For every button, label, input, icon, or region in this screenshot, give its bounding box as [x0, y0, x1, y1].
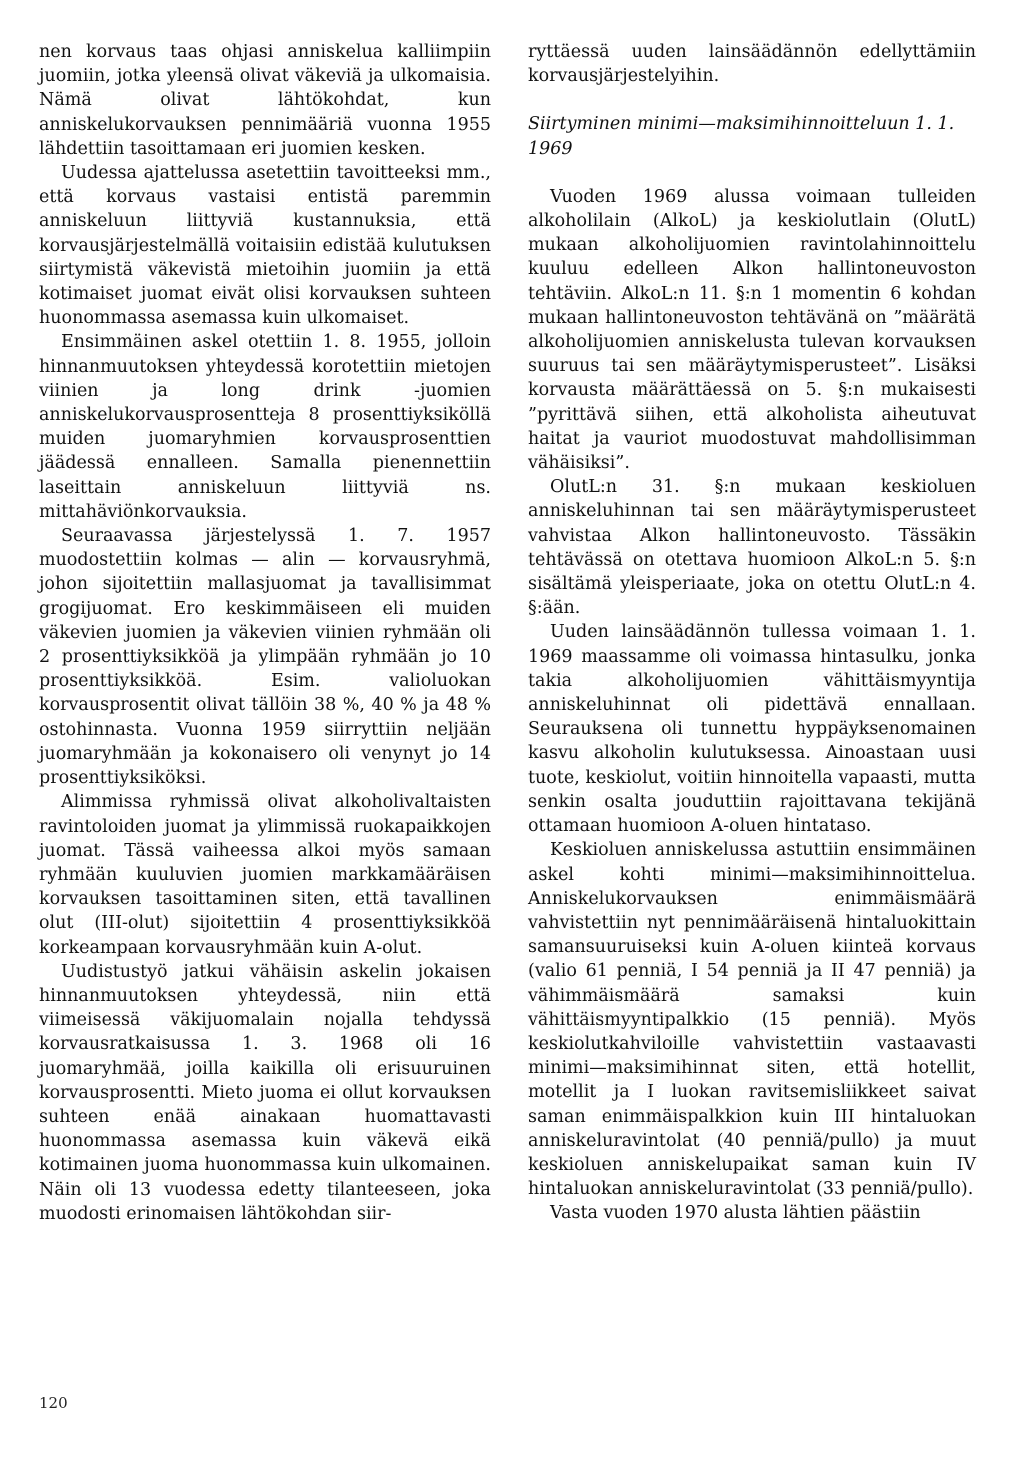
left-column [39, 40, 491, 1226]
paragraph: Uudessa ajattelussa asetettiin tavoitteeksi mm., että korvaus vastaisi entistä paremmin anniskeluun liittyviä kustannuksia, että korvausjärjestelmällä voitaisiin edistää kulutuksen siirtymistä väkevistä mietoihin juomiin ja että kotimaiset juomat eivät olisi korvauksen suhteen huonommassa asemassa kuin ulkomaiset. [39, 163, 491, 329]
paragraph: Ensimmäinen askel otettiin 1. 8. 1955, jolloin hinnanmuutoksen yhteydessä korotettiin mietojen viinien ja long drink -juomien anniskelukorvausprosentteja 8 prosenttiyksiköllä muiden juomaryhmien korvausprosenttien jäädessä ennalleen. Samalla pienennettiin laseittain anniskeluun liittyviä ns. mittahäviönkorvauksia. [39, 332, 491, 522]
right-column [528, 40, 976, 1226]
paragraph-continuation: ryttäessä uuden lainsäädännön edellyttämiin korvausjärjestelyihin. [528, 42, 976, 87]
paragraph: Uudistustyö jatkui vähäisin askelin jokaisen hinnanmuutoksen yhteydessä, niin että viimeisessä väkijuomalain nojalla tehdyssä korvausratkaisussa 1. 3. 1968 oli 16 juomaryhmää, joilla kaikilla oli erisuuruinen korvausprosentti. Mieto juoma ei ollut korvauksen suhteen enää ainakaan huomattavasti huonommassa asemassa kuin väkevä eikä kotimainen juoma huonommassa kuin ulkomainen. Näin oli 13 vuodessa edetty tilanteeseen, joka muodosti erinomaisen lähtökohdan siir- [39, 961, 491, 1224]
paragraph: Alimmissa ryhmissä olivat alkoholivaltaisten ravintoloiden juomat ja ylimmissä ruokapaikkojen juomat. Tässä vaiheessa alkoi myös samaan ryhmään kuuluvien juomien markkamääräisen korvauksen tasoittaminen siten, että tavallinen olut (III-olut) sijoitettiin 4 prosenttiyksikköä korkeampaan korvausryhmään kuin A-olut. [39, 792, 491, 958]
paragraph: Uuden lainsäädännön tullessa voimaan 1. 1. 1969 maassamme oli voimassa hintasulku, jonka takia alkoholijuomien vähittäismyyntija anniskeluhinnat oli pidettävä ennallaan. Seurauksena oli tunnettu hyppäyksenomainen kasvu alkoholin kulutuksessa. Ainoastaan uusi tuote, keskiolut, voitiin hinnoitella vapaasti, mutta senkin osalta jouduttiin rajoittavana tekijänä ottamaan huomioon A-oluen hintataso. [528, 622, 976, 837]
paragraph: Vasta vuoden 1970 alusta lähtien päästiin [550, 1203, 921, 1224]
paragraph: Keskioluen anniskelussa astuttiin ensimmäinen askel kohti minimi—maksimihinnoittelua. Anniskelukorvauksen enimmäismäärä vahvistettiin nyt pennimääräisenä hintaluokittain samansuuruiseksi kuin A-oluen kiinteä korvaus (valio 61 penniä, I 54 penniä ja II 47 penniä) ja vähimmäismäärä samaksi kuin vähittäismyyntipalkkio (15 penniä). Myös keskiolutkahviloille vahvistettiin vastaavasti minimi—maksimihinnat siten, että hotellit, motellit ja I luokan ravitsemisliikkeet saivat saman enimmäispalkkion kuin III hintaluokan anniskeluravintolat (40 penniä/pullo) ja muut keskioluen anniskelupaikat saman kuin IV hintaluokan anniskeluravintolat (33 penniä/pullo). [528, 840, 976, 1200]
page-number: 120 [39, 1394, 68, 1412]
paragraph: Vuoden 1969 alussa voimaan tulleiden alkoholilain (AlkoL) ja keskiolutlain (OlutL) mukaan alkoholijuomien ravintolahinnoittelu kuuluu edelleen Alkon hallintoneuvoston tehtäviin. AlkoL:n 11. §:n 1 momentin 6 kohdan mukaan hallintoneuvoston tehtävänä on ”määrätä alkoholijuomien anniskelusta tulevan korvauksen suuruus tai sen määräytymisperusteet”. Lisäksi korvausta määrättäessä on 5. §:n mukaisesti ”pyrittävä siihen, että alkoholista aiheutuvat haitat ja vauriot muodostuvat mahdollisimman vähäisiksi”. [528, 186, 976, 474]
paragraph: OlutL:n 31. §:n mukaan keskioluen anniskeluhinnan tai sen määräytymisperusteet vahvistaa Alkon hallintoneuvosto. Tässäkin tehtävässä on otettava huomioon AlkoL:n 5. §:n sisältämä yleisperiaate, joka on otettu OlutL:n 4. §:ään. [528, 477, 976, 619]
paragraph: Seuraavassa järjestelyssä 1. 7. 1957 muodostettiin kolmas — alin — korvausryhmä, johon sijoitettiin mallasjuomat ja tavallisimmat grogijuomat. Ero keskimmäiseen eli muiden väkevien juomien ja väkevien viinien ryhmään oli 2 prosenttiyksikköä ja ylimpään ryhmään jo 10 prosenttiyksikköä. Esim. valioluokan korvausprosentit olivat tällöin 38 %, 40 % ja 48 % ostohinnasta. Vuonna 1959 siirryttiin neljään juomaryhmään ja kokonaisero oli venynyt jo 14 prosenttiyksiköksi. [39, 526, 491, 789]
paragraph: nen korvaus taas ohjasi anniskelua kalliimpiin juomiin, jotka yleensä olivat väkeviä ja ulkomaisia. Nämä olivat lähtökohdat, kun anniskelukorvauksen pennimääriä vuonna 1955 lähdettiin tasoittamaan eri juomien kesken. [39, 42, 491, 159]
section-heading: Siirtyminen minimi—maksimihinnoitteluun 1. 1. 1969 [528, 114, 955, 159]
